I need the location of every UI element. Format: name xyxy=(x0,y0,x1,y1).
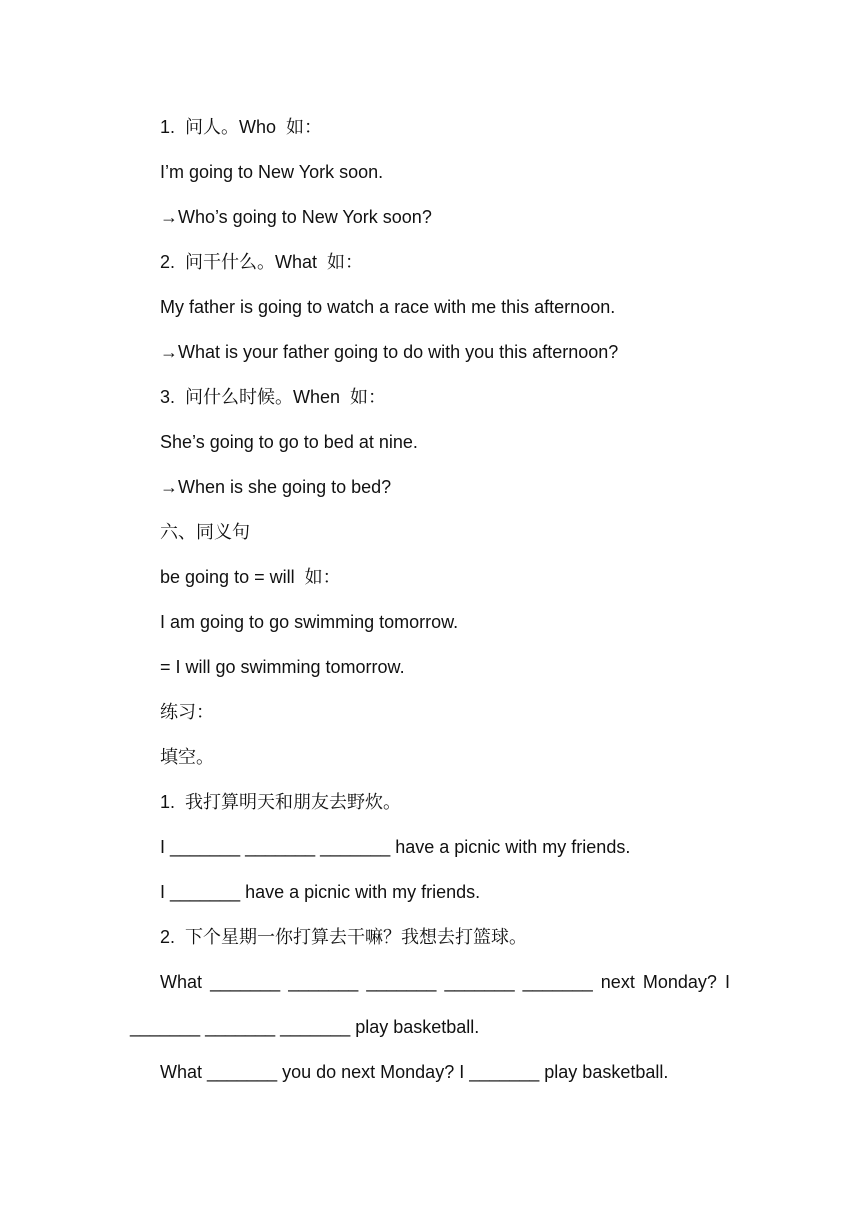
text-line: →When is she going to bed? xyxy=(160,477,392,497)
exercise-blank-line: What _______ you do next Monday? I _______ play basketball. xyxy=(160,1062,669,1082)
exercise-blank-line: I _______ have a picnic with my friends. xyxy=(160,882,481,902)
exercise-blank-line: _______ _______ _______ play basketball. xyxy=(130,1017,480,1037)
exercise-blank-line: I _______ _______ _______ have a picnic with my friends. xyxy=(160,837,631,857)
text-line: 2. 问干什么。What 如： xyxy=(160,252,364,272)
text-line: 3. 问什么时候。When 如： xyxy=(160,387,387,407)
exercise-blank-line: What _______ _______ _______ _______ _______ next Monday? I xyxy=(160,972,730,992)
text-line: 1. 问人。Who 如： xyxy=(160,117,323,137)
text-line: →What is your father going to do with you this afternoon? xyxy=(160,342,619,362)
text-line: My father is going to watch a race with me this afternoon. xyxy=(160,297,616,317)
section-heading: 六、同义句 xyxy=(160,522,250,542)
text-line: I am going to go swimming tomorrow. xyxy=(160,612,459,632)
section-heading: 练习： xyxy=(160,702,214,722)
text-line: be going to = will 如： xyxy=(160,567,341,587)
text-line: = I will go swimming tomorrow. xyxy=(160,657,405,677)
text-line: →Who’s going to New York soon? xyxy=(160,207,432,227)
exercise-question: 1. 我打算明天和朋友去野炊。 xyxy=(160,792,402,812)
instruction-line: 填空。 xyxy=(160,747,214,767)
exercise-question: 2. 下个星期一你打算去干嘛？我想去打篮球。 xyxy=(160,927,528,947)
text-line: I’m going to New York soon. xyxy=(160,162,384,182)
text-line: She’s going to go to bed at nine. xyxy=(160,432,418,452)
